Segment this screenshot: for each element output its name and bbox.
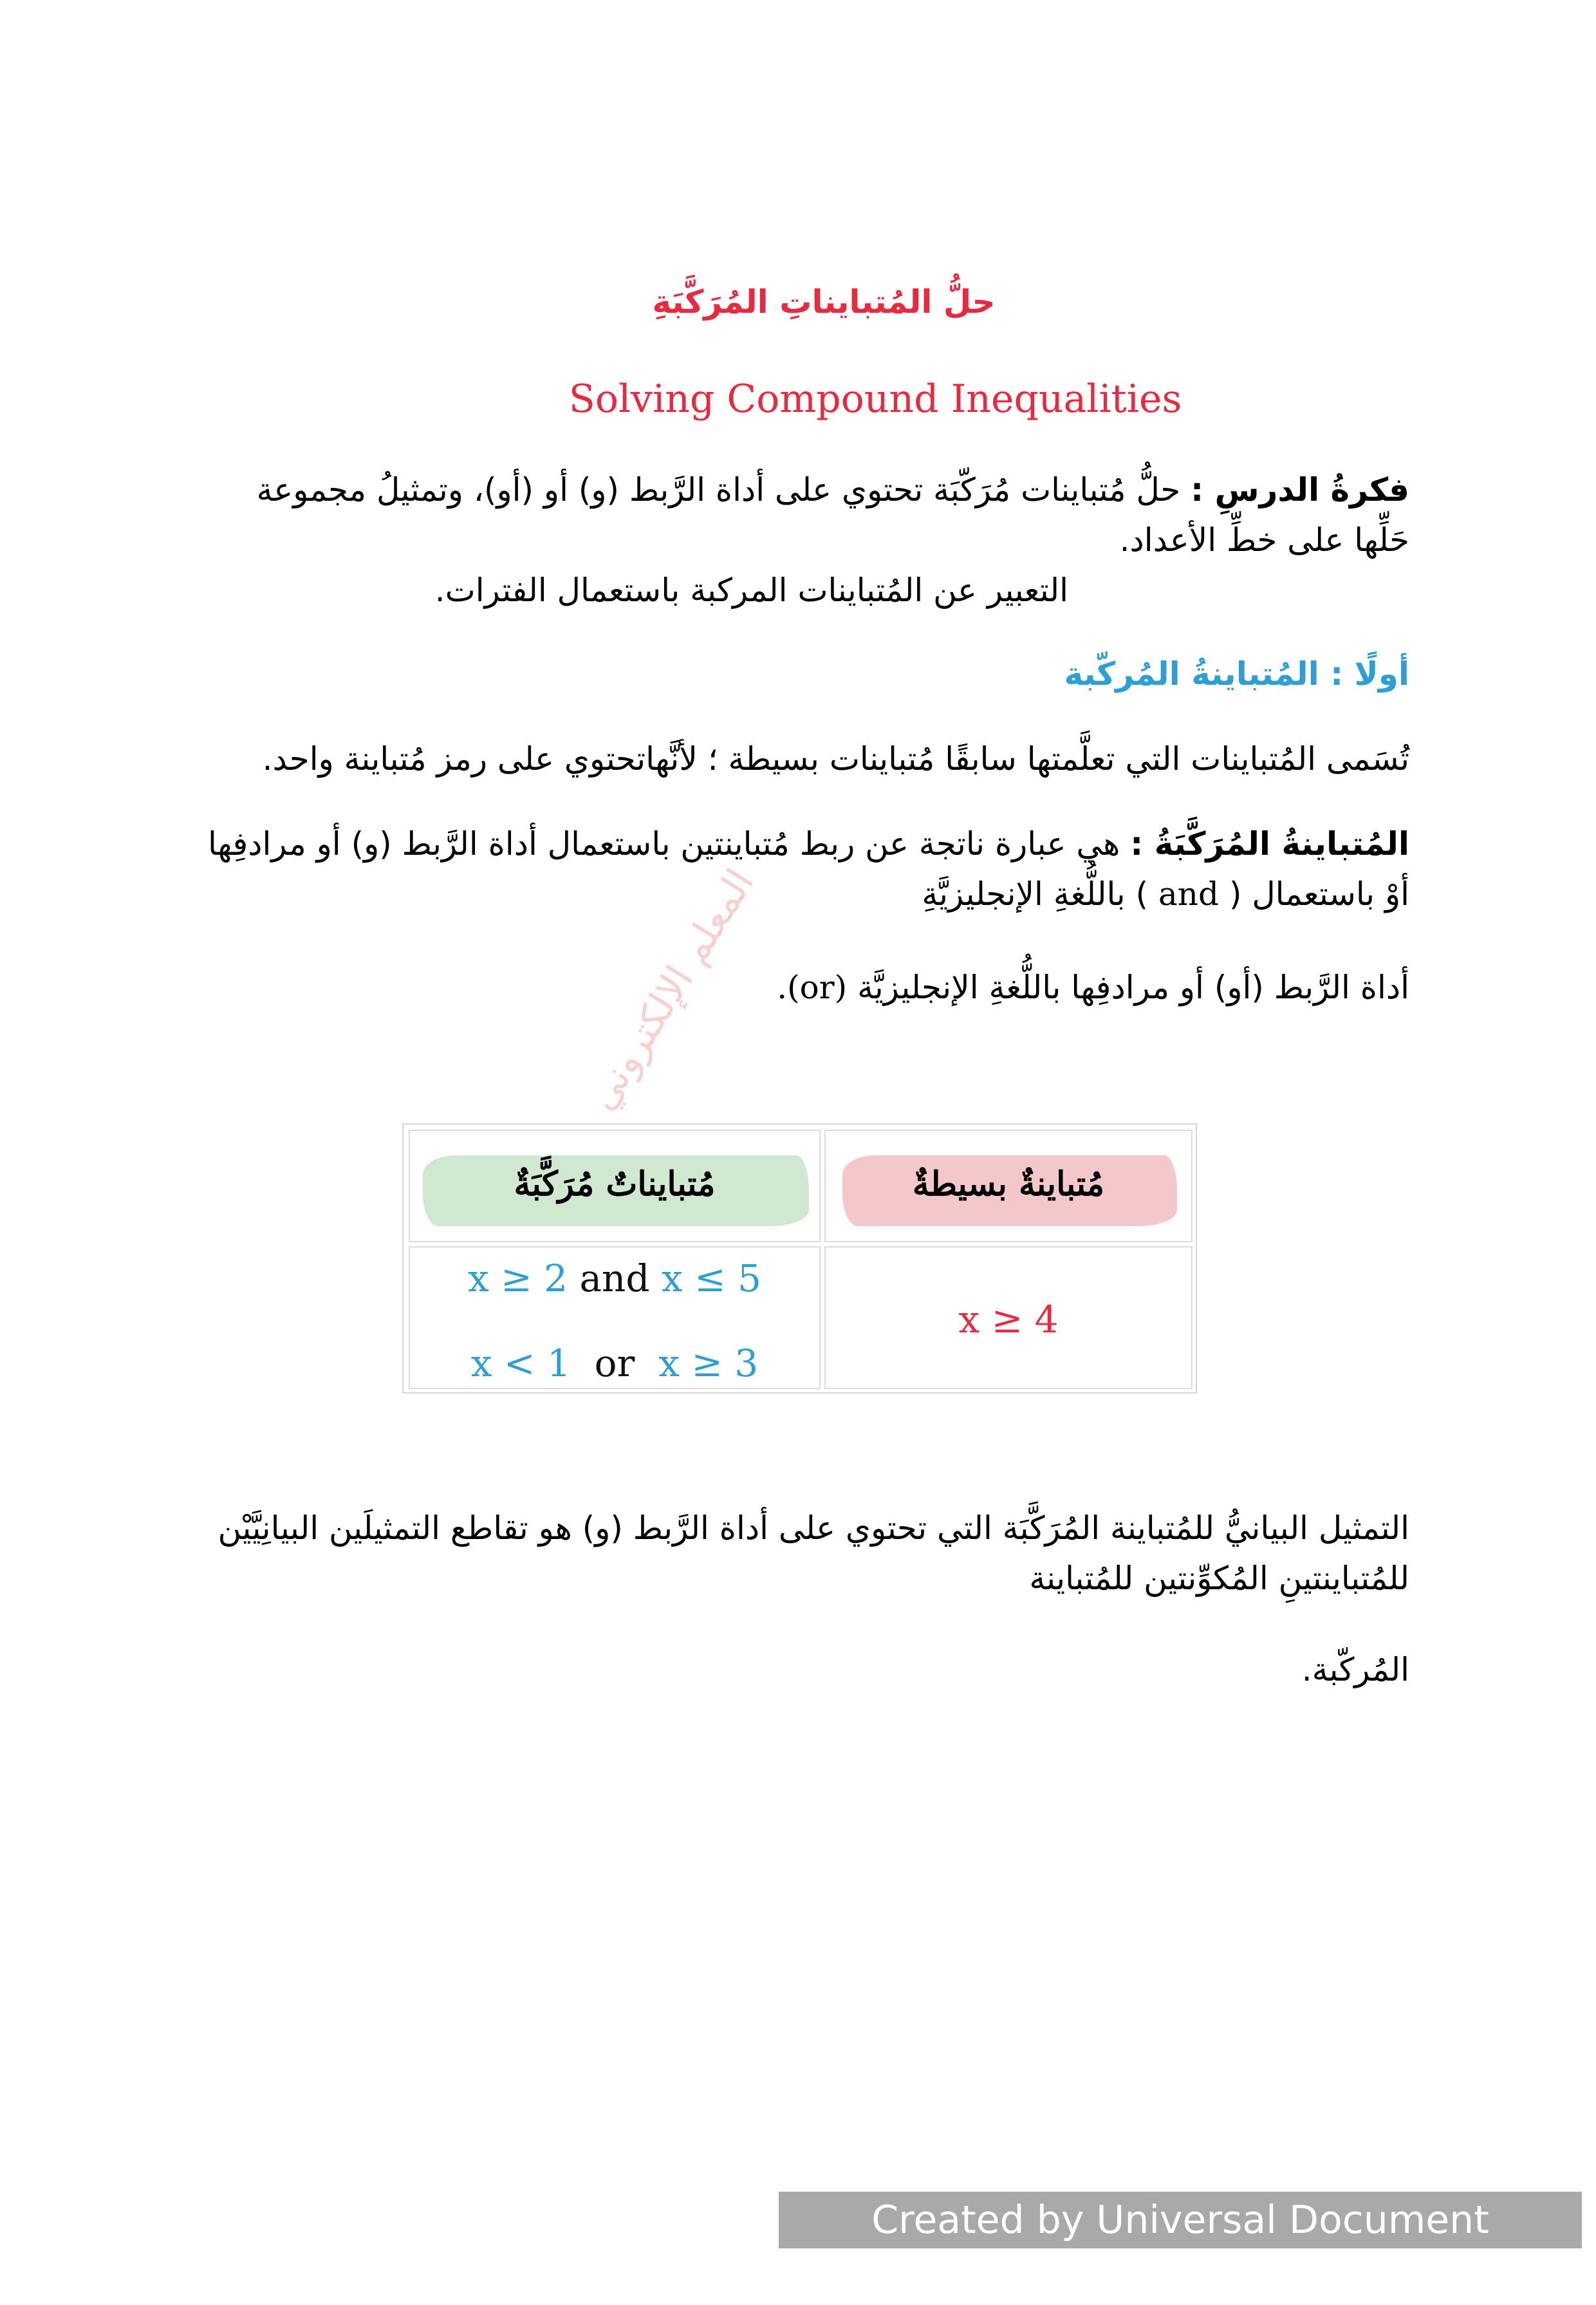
page-title-english: Solving Compound Inequalities	[568, 377, 1182, 422]
ex1-left: x ≥ 2	[467, 1256, 568, 1300]
compound-def-text: هي عبارة ناتجة عن ربط مُتباينتين باستعمال أداة الرَّبط (و) أو مرادفِها	[208, 825, 1120, 863]
page-title-arabic: حلُّ المُتبايناتِ المُرَكَّبَةِ	[652, 283, 996, 321]
header-compound-cell	[409, 1130, 821, 1242]
converter-footer-banner: Created by Universal Document Converter	[779, 2192, 1582, 2248]
or-line-text: أداة الرَّبط (أو) أو مرادفِها باللُّغةِ الإنجليزيَّة	[857, 969, 1409, 1006]
examples-table	[402, 1123, 1197, 1394]
compound-definition-line2	[187, 869, 1409, 919]
and-word: and	[1158, 875, 1220, 913]
compound-examples-cell	[409, 1246, 821, 1389]
compound-def2-post: ) باللُّغةِ الإنجليزيَّةِ	[922, 875, 1149, 913]
lesson-idea	[187, 465, 1409, 515]
simple-definition: تُسَمى المُتباينات التي تعلَّمتها سابقًا مُتباينات بسيطة ؛ لأنَّهاتحتوي على رمز مُتباينة واحد.	[262, 740, 1409, 778]
graph-note-line3: المُركّبة.	[1301, 1651, 1409, 1688]
header-simple-cell	[824, 1130, 1192, 1242]
or-line	[187, 962, 1409, 1013]
lesson-idea-label: فكرةُ الدرسِ :	[1191, 471, 1409, 509]
section-heading: أولًا : المُتباينةُ المُركّبة	[1064, 655, 1409, 693]
ex2-left: x < 1	[470, 1341, 571, 1385]
watermark: المعلم الإلكتروني	[579, 861, 763, 1119]
graph-note-line2: للمُتباينتينِ المُكوِّنتين للمُتباينة	[1029, 1560, 1409, 1597]
compound-label: المُتباينةُ المُرَكَّبَةُ :	[1130, 825, 1409, 863]
lesson-idea-line3: التعبير عن المُتباينات المركبة باستعمال الفترات.	[434, 572, 1068, 609]
ex1-right: x ≤ 5	[661, 1256, 762, 1300]
lesson-idea-line2: حَلِّها على خطِّ الأعداد.	[1119, 521, 1409, 559]
lesson-idea-line1: حلُّ مُتباينات مُرَكّبَة تحتوي على أداة الرَّبط (و) أو (أو)، وتمثيلُ مجموعة	[256, 471, 1181, 509]
ex2-join: or	[594, 1341, 635, 1385]
ex1-join: and	[579, 1256, 650, 1300]
or-word: (or).	[777, 969, 848, 1006]
compound-example-or	[410, 1341, 819, 1385]
simple-example: x ≥ 4	[958, 1298, 1059, 1341]
header-compound: مُتبايناتٌ مُرَكَّبَةٌ	[514, 1164, 716, 1204]
simple-example-cell	[824, 1246, 1192, 1389]
compound-def2-pre: أوْ باستعمال (	[1229, 875, 1409, 913]
compound-example-and	[410, 1256, 819, 1300]
ex2-right: x ≥ 3	[658, 1341, 759, 1385]
graph-note-line1: التمثيل البيانيُّ للمُتباينة المُرَكَّبَة التي تحتوي على أداة الرَّبط (و) هو تقاطع التمثيلَين البيانِيَّيْن	[218, 1509, 1409, 1547]
header-simple: مُتباينةٌ بسيطةٌ	[912, 1164, 1105, 1204]
compound-definition-line1	[187, 819, 1409, 869]
